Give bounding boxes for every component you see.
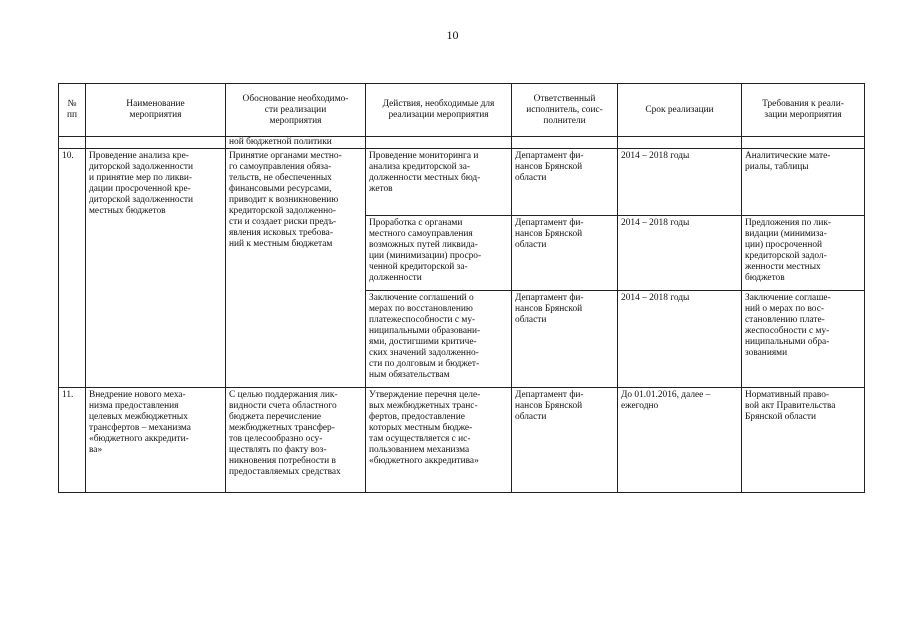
continuation-row: [59, 137, 865, 149]
row10-term-2: 2014 – 2018 годы: [618, 216, 742, 291]
row10-action-3: Заключение соглашений о мерах по восстановлению платежеспособности с му- ниципальными образовани- ями, достигшими критиче- ских значений задолженно- сти по долговым и бюджет- ным обязательствам: [366, 291, 512, 388]
row10-requirement-1: Аналитические мате- риалы, таблицы: [742, 149, 865, 216]
table-header-row: [59, 84, 865, 137]
row11-justification: С целью поддержания лик- видности счета областного бюджета перечисление межбюджетных трансфер- тов целесообразно осу- ществлять по факту воз- никновения потребности в предоставляемых средствах: [226, 388, 366, 493]
row10-term-3: 2014 – 2018 годы: [618, 291, 742, 388]
header-name: Наименование мероприятия: [86, 84, 226, 137]
row10-action-2: Проработка с органами местного самоуправления возможных путей ликвида- ции (минимизации) просро- ченной кредиторской за- долженности: [366, 216, 512, 291]
header-actions: Действия, необходимые для реализации мероприятия: [366, 84, 512, 137]
row10-responsible-1: Департамент фи- нансов Брянской области: [512, 149, 618, 216]
header-requirements: Требования к реали- зации мероприятия: [742, 84, 865, 137]
row10-term-1: 2014 – 2018 годы: [618, 149, 742, 216]
header-justification: Обоснование необходимо- сти реализации мероприятия: [226, 84, 366, 137]
row11-term: До 01.01.2016, далее – ежегодно: [618, 388, 742, 493]
row10-name: Проведение анализа кре- диторской задолженности и принятие мер по ликви- дации просроченной кре- диторской задолженности местных бюджетов: [86, 149, 226, 388]
header-term: Срок реализации: [618, 84, 742, 137]
table-row: [59, 388, 865, 493]
row11-responsible: Департамент фи- нансов Брянской области: [512, 388, 618, 493]
row10-justification: Принятие органами местно- го самоуправления обяза- тельств, не обеспеченных финансовыми ресурсами, приводит к возникновению кредиторской задолженно- сти и создает риски предъ- явления исковых требова- ний к местным бюджетам: [226, 149, 366, 388]
row10-responsible-2: Департамент фи- нансов Брянской области: [512, 216, 618, 291]
measures-table: [58, 83, 865, 493]
continuation-justification: ной бюджетной политики: [226, 137, 366, 149]
table-row: [59, 149, 865, 216]
page-number: 10: [446, 28, 459, 42]
row11-action: Утверждение перечня целе- вых межбюджетных транс- фертов, предоставление которых местным бюдже- там осуществляется с ис- пользованием механизма «бюджетного аккредитива»: [366, 388, 512, 493]
row11-name: Внедрение нового меха- низма предоставления целевых межбюджетных трансфертов – механизма «бюджетного аккредити- ва»: [86, 388, 226, 493]
row10-responsible-3: Департамент фи- нансов Брянской области: [512, 291, 618, 388]
row10-requirement-2: Предложения по лик- видации (минимиза- ции) просроченной кредиторской задол- женности местных бюджетов: [742, 216, 865, 291]
row11-num: 11.: [59, 388, 86, 493]
row10-num: 10.: [59, 149, 86, 388]
row10-requirement-3: Заключение соглаше- ний о мерах по вос- становлению плате- жеспособности с му- ниципальными обра- зованиями: [742, 291, 865, 388]
header-responsible: Ответственный исполнитель, соис- полнители: [512, 84, 618, 137]
row11-requirement: Нормативный право- вой акт Правительства Брянской области: [742, 388, 865, 493]
header-num: № пп: [59, 84, 86, 137]
row10-action-1: Проведение мониторинга и анализа кредиторской за- долженности местных бюд- жетов: [366, 149, 512, 216]
